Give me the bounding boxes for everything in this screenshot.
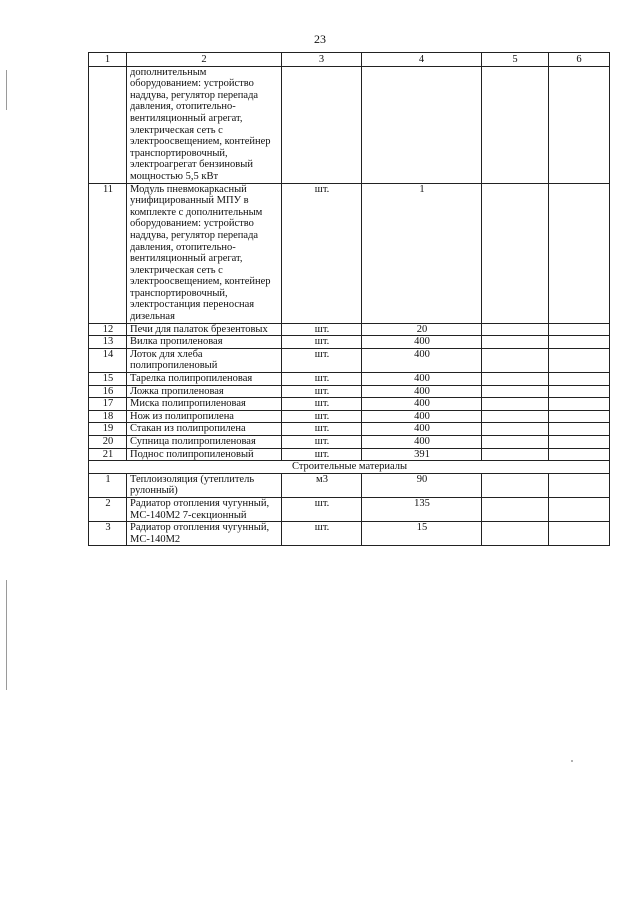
item-unit	[282, 66, 362, 183]
section-title: Строительные материалы	[89, 461, 610, 474]
empty-cell	[482, 497, 549, 521]
column-header-2: 2	[127, 53, 282, 67]
empty-cell	[549, 497, 610, 521]
empty-cell	[482, 410, 549, 423]
item-quantity: 400	[362, 385, 482, 398]
empty-cell	[549, 385, 610, 398]
row-number: 21	[89, 448, 127, 461]
table-row	[89, 398, 610, 411]
row-number: 12	[89, 323, 127, 336]
item-name: Супница полипропиленовая	[127, 436, 282, 449]
item-name: Модуль пневмокаркасный унифицированный МПУ в комплекте с дополнительным оборудованием: устройство наддува, регулятор перепада давления, отопительно-вентиляционный агрегат, электрическая сеть с электроосвещением, контейнер транспортировочный, электростанция переносная дизельная	[127, 183, 282, 323]
item-unit: шт.	[282, 373, 362, 386]
row-number: 2	[89, 497, 127, 521]
item-quantity: 400	[362, 436, 482, 449]
item-unit: шт.	[282, 448, 362, 461]
item-name: Ложка пропиленовая	[127, 385, 282, 398]
empty-cell	[549, 436, 610, 449]
empty-cell	[549, 323, 610, 336]
item-quantity: 400	[362, 348, 482, 372]
empty-cell	[549, 336, 610, 349]
item-name: Радиатор отопления чугунный, МС-140М2 7-секционный	[127, 497, 282, 521]
empty-cell	[482, 436, 549, 449]
item-unit: шт.	[282, 436, 362, 449]
empty-cell	[482, 385, 549, 398]
empty-cell	[482, 323, 549, 336]
empty-cell	[549, 423, 610, 436]
table-row	[89, 336, 610, 349]
item-quantity: 400	[362, 336, 482, 349]
table-row	[89, 410, 610, 423]
empty-cell	[482, 66, 549, 183]
row-number: 17	[89, 398, 127, 411]
empty-cell	[549, 522, 610, 546]
empty-cell	[549, 66, 610, 183]
item-unit: шт.	[282, 398, 362, 411]
table-row	[89, 66, 610, 183]
table-row	[89, 348, 610, 372]
column-header-5: 5	[482, 53, 549, 67]
item-quantity: 20	[362, 323, 482, 336]
row-number: 20	[89, 436, 127, 449]
item-name: Печи для палаток брезентовых	[127, 323, 282, 336]
item-quantity: 400	[362, 410, 482, 423]
item-name: Нож из полипропилена	[127, 410, 282, 423]
empty-cell	[549, 348, 610, 372]
empty-cell	[482, 448, 549, 461]
item-name: Вилка пропиленовая	[127, 336, 282, 349]
scan-artifact	[6, 580, 7, 690]
item-name: Тарелка полипропиленовая	[127, 373, 282, 386]
table-row	[89, 522, 610, 546]
scan-artifact	[571, 760, 573, 762]
item-quantity: 400	[362, 398, 482, 411]
row-number: 3	[89, 522, 127, 546]
item-unit: шт.	[282, 385, 362, 398]
column-header-3: 3	[282, 53, 362, 67]
table-row	[89, 323, 610, 336]
page-number: 23	[314, 32, 326, 46]
item-unit: шт.	[282, 336, 362, 349]
empty-cell	[549, 373, 610, 386]
item-quantity: 391	[362, 448, 482, 461]
empty-cell	[549, 410, 610, 423]
table-row	[89, 373, 610, 386]
item-name: Радиатор отопления чугунный, МС-140М2	[127, 522, 282, 546]
row-number: 14	[89, 348, 127, 372]
item-quantity: 400	[362, 373, 482, 386]
row-number: 1	[89, 473, 127, 497]
row-number: 16	[89, 385, 127, 398]
empty-cell	[482, 336, 549, 349]
row-number: 13	[89, 336, 127, 349]
item-name: Стакан из полипропилена	[127, 423, 282, 436]
item-quantity: 400	[362, 423, 482, 436]
empty-cell	[482, 423, 549, 436]
column-header-6: 6	[549, 53, 610, 67]
item-name: дополнительным оборудованием: устройство наддува, регулятор перепада давления, отопительно-вентиляционный агрегат, электрическая сеть с электроосвещением, контейнер транспортировочный, электроагрегат бензиновый мощностью 5,5 кВт	[127, 66, 282, 183]
scan-artifact	[6, 70, 7, 110]
item-quantity: 15	[362, 522, 482, 546]
equipment-table	[88, 52, 610, 546]
item-name: Теплоизоляция (утеплитель рулонный)	[127, 473, 282, 497]
table-row	[89, 183, 610, 323]
empty-cell	[549, 183, 610, 323]
item-quantity: 1	[362, 183, 482, 323]
row-number: 15	[89, 373, 127, 386]
item-name: Лоток для хлеба полипропиленовый	[127, 348, 282, 372]
empty-cell	[549, 398, 610, 411]
table-row	[89, 436, 610, 449]
empty-cell	[482, 348, 549, 372]
item-unit: шт.	[282, 497, 362, 521]
empty-cell	[482, 183, 549, 323]
empty-cell	[482, 373, 549, 386]
item-unit: шт.	[282, 348, 362, 372]
table-row	[89, 385, 610, 398]
item-unit: шт.	[282, 423, 362, 436]
item-quantity: 135	[362, 497, 482, 521]
item-unit: м3	[282, 473, 362, 497]
item-name: Миска полипропиленовая	[127, 398, 282, 411]
empty-cell	[549, 448, 610, 461]
item-unit: шт.	[282, 522, 362, 546]
item-quantity: 90	[362, 473, 482, 497]
row-number	[89, 66, 127, 183]
empty-cell	[482, 522, 549, 546]
row-number: 11	[89, 183, 127, 323]
table-row	[89, 473, 610, 497]
row-number: 19	[89, 423, 127, 436]
column-header-1: 1	[89, 53, 127, 67]
table-row	[89, 497, 610, 521]
item-name: Поднос полипропиленовый	[127, 448, 282, 461]
column-header-4: 4	[362, 53, 482, 67]
item-unit: шт.	[282, 410, 362, 423]
item-unit: шт.	[282, 183, 362, 323]
table-row	[89, 423, 610, 436]
section-header-row	[89, 461, 610, 474]
empty-cell	[482, 473, 549, 497]
item-quantity	[362, 66, 482, 183]
table-row	[89, 448, 610, 461]
item-unit: шт.	[282, 323, 362, 336]
empty-cell	[482, 398, 549, 411]
row-number: 18	[89, 410, 127, 423]
empty-cell	[549, 473, 610, 497]
table-header-row	[89, 53, 610, 67]
